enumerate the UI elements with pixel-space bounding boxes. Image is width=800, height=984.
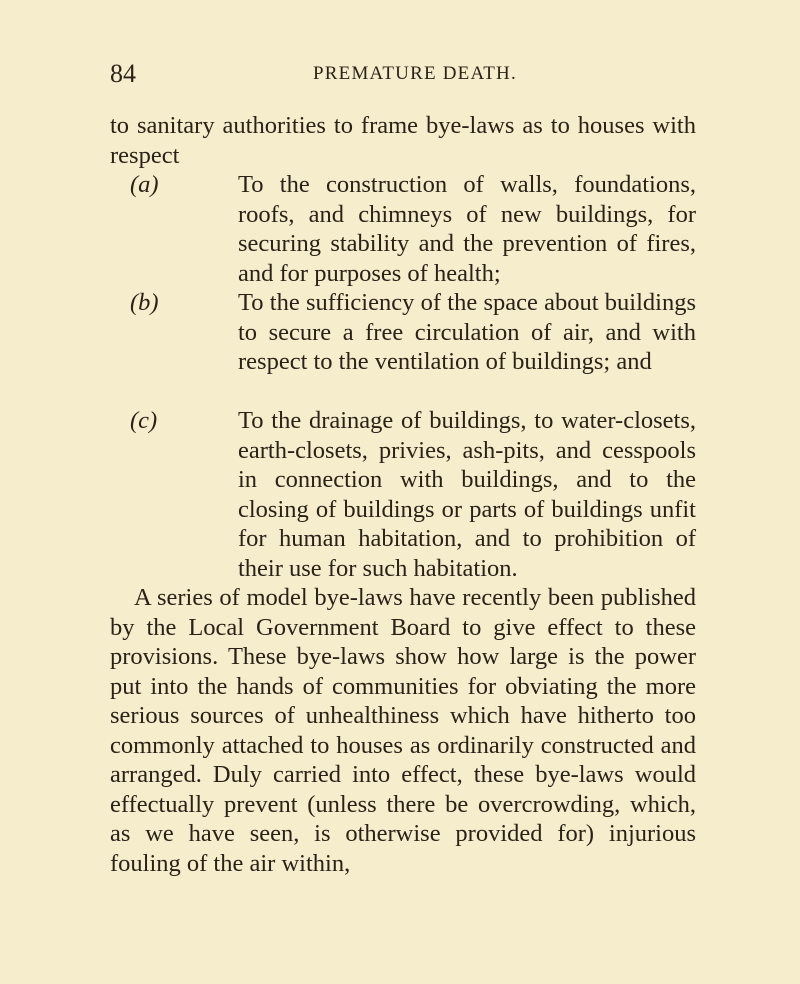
page-header: [106, 58, 694, 90]
intro-text: to sanitary authorities to frame bye-laws as to houses with respect: [110, 112, 696, 169]
body-paragraph: A series of model bye-laws have recently been published by the Local Government Board to give effect to these provisions. These bye-laws show how large is the power put into the hands of communities for obviating the more serious sources of unhealthiness which have hitherto too commonly attached to houses as ordinarily constructed and arranged. Duly carried into effect, these bye-laws would effectually prevent (unless there be overcrowding, which, as we have seen, is otherwise provided for) injurious fouling of the air within,: [110, 584, 696, 877]
clause-a: [130, 170, 696, 288]
clause-b: [130, 288, 696, 377]
page-number: 84: [110, 59, 136, 88]
clause-c-label: (c): [130, 407, 158, 434]
running-title: PREMATURE DEATH.: [313, 63, 517, 84]
clause-a-label: (a): [130, 171, 159, 198]
clause-c: [130, 406, 696, 583]
clause-c-text: To the drainage of buildings, to water-closets, earth-closets, privies, ash-pits, and cesspools in connection with buildings, and to the closing of buildings or parts of buildings unfit for human habitation, and to prohibition of their use for such habitation.: [238, 407, 696, 582]
clause-b-label: (b): [130, 289, 159, 316]
clause-a-text: To the construction of walls, foundations, roofs, and chimneys of new buildings, for securing stability and the prevention of fires, and for purposes of health;: [238, 171, 696, 287]
clause-b-text: To the sufficiency of the space about buildings to secure a free circulation of air, and with respect to the ventilation of buildings; and: [238, 289, 696, 375]
